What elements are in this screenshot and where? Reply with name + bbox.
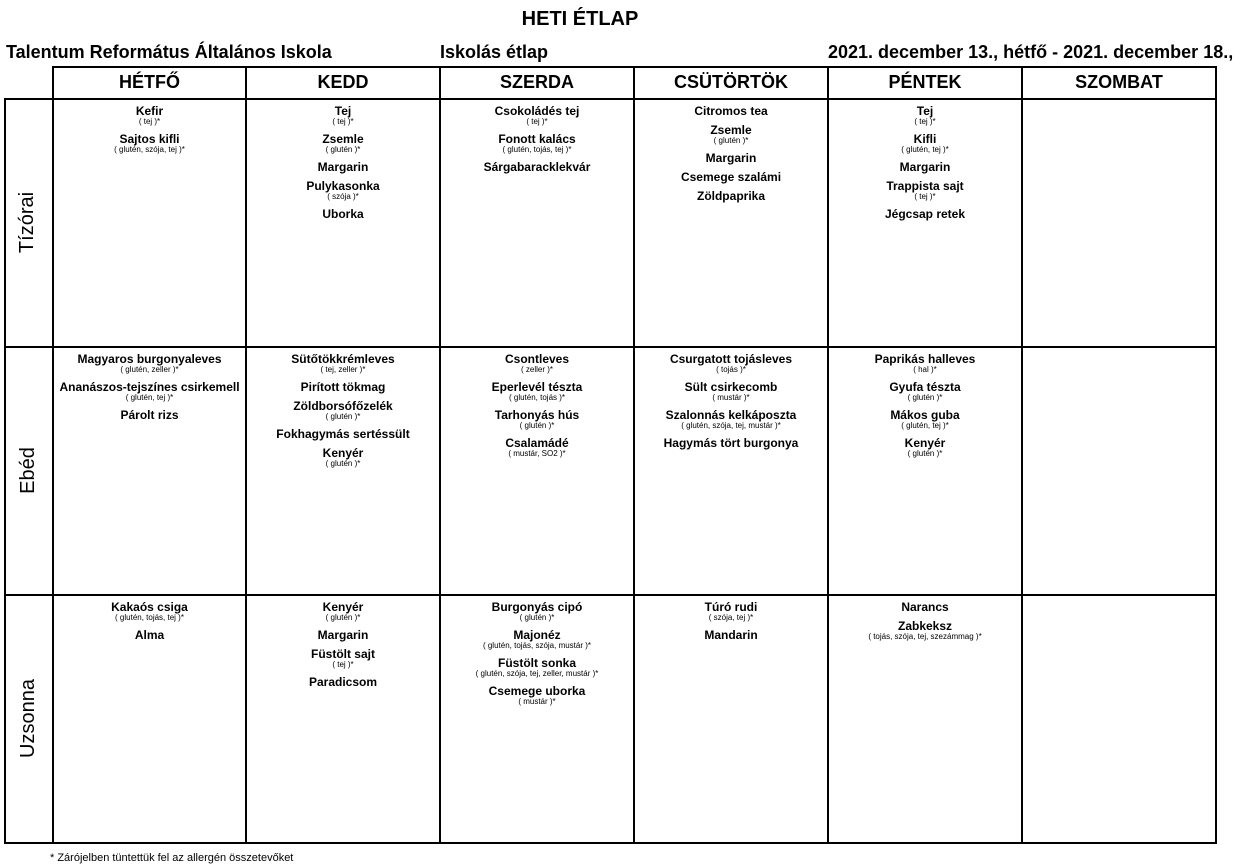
dish-name: Kakaós csiga	[111, 600, 188, 614]
meal-label-text: Ebéd	[16, 446, 39, 494]
dish-name: Csontleves	[504, 352, 570, 366]
dish-name: Mandarin	[704, 628, 758, 642]
dish-name: Csurgatott tojásleves	[669, 352, 793, 366]
allergen-note: ( mustár )*	[518, 697, 556, 706]
dish-name: Eperlevél tészta	[491, 380, 583, 394]
menu-item	[441, 657, 633, 678]
allergen-note: ( tojás )*	[716, 365, 746, 374]
menu-item	[441, 353, 633, 374]
menu-cell	[635, 348, 827, 594]
menu-cell	[829, 596, 1021, 842]
dish-name: Kenyér	[904, 436, 946, 450]
menu-cell	[441, 100, 633, 346]
menu-item	[247, 381, 439, 393]
allergen-note: ( mustár )*	[712, 393, 750, 402]
allergen-note: ( glutén )*	[325, 145, 361, 154]
dish-name: Alma	[134, 628, 165, 642]
grid-line	[1215, 66, 1217, 844]
menu-item	[247, 353, 439, 374]
dish-name: Tej	[334, 104, 352, 118]
menu-item	[54, 133, 245, 154]
menu-item	[829, 105, 1021, 126]
menu-item	[829, 161, 1021, 173]
menu-item	[247, 161, 439, 173]
menu-cell	[247, 100, 439, 346]
menu-item	[829, 133, 1021, 154]
dish-name: Paprikás halleves	[874, 352, 976, 366]
allergen-note: ( szója )*	[327, 192, 359, 201]
menu-item	[829, 381, 1021, 402]
menu-cell	[1023, 596, 1215, 842]
menu-item	[441, 437, 633, 458]
menu-item	[247, 105, 439, 126]
menu-cell	[635, 596, 827, 842]
allergen-note: ( glutén, tojás )*	[508, 393, 566, 402]
allergen-note: ( glutén )*	[325, 613, 361, 622]
menu-item	[247, 180, 439, 201]
menu-cell	[54, 100, 245, 346]
menu-item	[441, 105, 633, 126]
dish-name: Füstölt sajt	[310, 647, 375, 661]
day-header: CSÜTÖRTÖK	[674, 72, 788, 92]
dish-name: Túró rudi	[704, 600, 758, 614]
menu-item	[635, 171, 827, 183]
dish-name: Pirított tökmag	[300, 380, 386, 394]
menu-item	[441, 601, 633, 622]
allergen-note: ( tej )*	[138, 117, 161, 126]
dish-name: Tarhonyás hús	[494, 408, 580, 422]
menu-item	[635, 190, 827, 202]
menu-item	[829, 409, 1021, 430]
menu-cell	[635, 100, 827, 346]
menu-item	[54, 105, 245, 126]
dish-name: Sárgabaracklekvár	[483, 160, 591, 174]
menu-item	[635, 152, 827, 164]
dish-name: Mákos guba	[890, 408, 960, 422]
menu-item	[441, 629, 633, 650]
dish-name: Tej	[916, 104, 934, 118]
menu-item	[635, 629, 827, 641]
footnote: * Zárójelben tüntettük fel az allergén összetevőket	[50, 852, 294, 864]
dish-name: Margarin	[705, 151, 757, 165]
allergen-note: ( glutén )*	[519, 421, 555, 430]
menu-cell	[54, 348, 245, 594]
dish-name: Csemege szalámi	[680, 170, 782, 184]
allergen-note: ( glutén, szója, tej )*	[114, 145, 185, 154]
dish-name: Pulykasonka	[306, 179, 380, 193]
dish-name: Zöldpaprika	[696, 189, 765, 203]
dish-name: Gyufa tészta	[889, 380, 961, 394]
menu-item	[54, 601, 245, 622]
dish-name: Burgonyás cipó	[491, 600, 583, 614]
dish-name: Zsemle	[322, 132, 364, 146]
allergen-note: ( glutén )*	[519, 613, 555, 622]
menu-item	[829, 180, 1021, 201]
date-range: 2021. december 13., hétfő - 2021. december 18.,	[828, 42, 1234, 62]
dish-name: Fokhagymás sertéssült	[276, 427, 410, 441]
allergen-note: ( hal )*	[913, 365, 937, 374]
dish-name: Jégcsap retek	[884, 207, 966, 221]
dish-name: Zsemle	[710, 123, 752, 137]
menu-item	[441, 409, 633, 430]
meal-label	[4, 346, 52, 594]
dish-name: Fonott kalács	[498, 132, 576, 146]
menu-item	[441, 133, 633, 154]
menu-cell	[54, 596, 245, 842]
dish-name: Sütőtökkrémleves	[291, 352, 395, 366]
menu-item	[635, 105, 827, 117]
allergen-note: ( glutén )*	[907, 393, 943, 402]
dish-name: Margarin	[317, 628, 369, 642]
meal-label-text: Tízórai	[16, 191, 39, 253]
dish-name: Csemege uborka	[488, 684, 586, 698]
menu-type: Iskolás étlap	[440, 42, 549, 62]
dish-name: Ananászos-tejszínes csirkemell	[59, 380, 240, 394]
menu-cell	[1023, 100, 1215, 346]
allergen-note: ( tej, zeller )*	[320, 365, 366, 374]
menu-item	[54, 353, 245, 374]
menu-item	[829, 353, 1021, 374]
allergen-note: ( glutén, tej )*	[901, 421, 949, 430]
dish-name: Csalamádé	[505, 436, 569, 450]
dish-name: Kefir	[135, 104, 164, 118]
day-header: SZOMBAT	[1075, 72, 1163, 92]
allergen-note: ( tej )*	[914, 192, 936, 201]
grid-line	[4, 842, 1216, 844]
menu-item	[247, 601, 439, 622]
day-header: KEDD	[317, 72, 369, 92]
dish-name: Majonéz	[513, 628, 561, 642]
menu-item	[829, 208, 1021, 220]
menu-item	[247, 133, 439, 154]
menu-item	[829, 601, 1021, 613]
dish-name: Uborka	[322, 207, 364, 221]
meal-label	[4, 594, 52, 842]
menu-item	[247, 629, 439, 641]
dish-name: Trappista sajt	[886, 179, 964, 193]
allergen-note: ( szója, tej )*	[708, 613, 754, 622]
allergen-note: ( glutén, szója, tej, mustár )*	[681, 421, 781, 430]
menu-item	[829, 437, 1021, 458]
meal-label-text: Uzsonna	[16, 678, 39, 758]
menu-item	[635, 381, 827, 402]
menu-item	[635, 353, 827, 374]
menu-cell	[247, 596, 439, 842]
menu-item	[54, 381, 245, 402]
menu-cell	[441, 596, 633, 842]
allergen-note: ( tej )*	[332, 117, 354, 126]
allergen-note: ( zeller )*	[520, 365, 553, 374]
menu-cell	[441, 348, 633, 594]
dish-name: Paradicsom	[308, 675, 378, 689]
dish-name: Párolt rizs	[120, 408, 179, 422]
allergen-note: ( glutén, zeller )*	[120, 365, 179, 374]
menu-item	[441, 381, 633, 402]
allergen-note: ( tej )*	[914, 117, 936, 126]
allergen-note: ( glutén, tojás, szója, mustár )*	[482, 641, 592, 650]
dish-name: Margarin	[899, 160, 951, 174]
allergen-note: ( glutén, szója, tej, zeller, mustár )*	[475, 669, 599, 678]
dish-name: Kifli	[913, 132, 937, 146]
menu-cell	[247, 348, 439, 594]
school-name: Talentum Református Általános Iskola	[6, 42, 332, 62]
dish-name: Füstölt sonka	[497, 656, 576, 670]
menu-item	[635, 437, 827, 449]
menu-item	[54, 409, 245, 421]
menu-cell	[1023, 348, 1215, 594]
menu-item	[247, 400, 439, 421]
meal-label	[4, 98, 52, 346]
day-header: HÉTFŐ	[119, 72, 180, 92]
menu-item	[441, 161, 633, 173]
menu-item	[247, 447, 439, 468]
dish-name: Margarin	[317, 160, 369, 174]
allergen-note: ( mustár, SO2 )*	[508, 449, 566, 458]
day-header: PÉNTEK	[888, 72, 962, 92]
menu-item	[829, 620, 1021, 641]
allergen-note: ( glutén )*	[907, 449, 943, 458]
menu-item	[635, 601, 827, 622]
dish-name: Zöldborsófőzelék	[293, 399, 393, 413]
menu-item	[54, 629, 245, 641]
dish-name: Hagymás tört burgonya	[663, 436, 799, 450]
menu-item	[247, 208, 439, 220]
allergen-note: ( tej )*	[332, 660, 354, 669]
allergen-note: ( glutén, tojás, tej )*	[115, 613, 184, 622]
dish-name: Kenyér	[322, 600, 364, 614]
allergen-note: ( tej )*	[526, 117, 548, 126]
menu-cell	[829, 348, 1021, 594]
dish-name: Citromos tea	[694, 104, 768, 118]
menu-item	[635, 409, 827, 430]
dish-name: Magyaros burgonyaleves	[77, 352, 222, 366]
allergen-note: ( glutén, tojás, tej )*	[502, 145, 572, 154]
menu-item	[441, 685, 633, 706]
dish-name: Szalonnás kelkáposzta	[665, 408, 797, 422]
menu-item	[635, 124, 827, 145]
dish-name: Sajtos kifli	[119, 132, 180, 146]
page-title: HETI ÉTLAP	[521, 8, 639, 30]
allergen-note: ( glutén, tej )*	[901, 145, 949, 154]
allergen-note: ( glutén )*	[325, 459, 361, 468]
day-header: SZERDA	[499, 72, 574, 92]
dish-name: Zabkeksz	[897, 619, 953, 633]
allergen-note: ( tojás, szója, tej, szezámmag )*	[868, 632, 982, 641]
menu-item	[247, 648, 439, 669]
allergen-note: ( glutén )*	[713, 136, 749, 145]
allergen-note: ( glutén )*	[325, 412, 361, 421]
dish-name: Csokoládés tej	[494, 104, 580, 118]
dish-name: Kenyér	[322, 446, 364, 460]
menu-cell	[829, 100, 1021, 346]
dish-name: Narancs	[901, 600, 949, 614]
menu-item	[247, 676, 439, 688]
dish-name: Sült csirkecomb	[684, 380, 778, 394]
allergen-note: ( glutén, tej )*	[125, 393, 174, 402]
menu-item	[247, 428, 439, 440]
